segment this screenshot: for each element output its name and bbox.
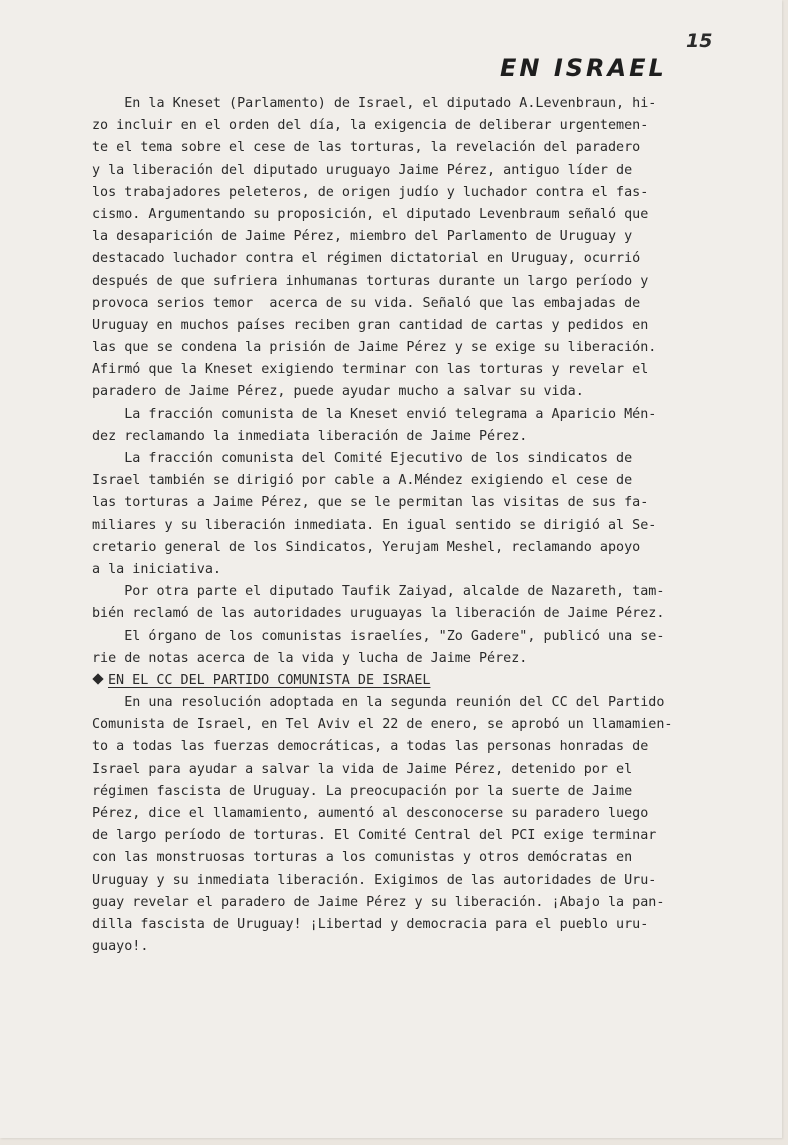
text-line: dilla fascista de Uruguay! ¡Libertad y democracia para el pueblo uru- [92,916,649,932]
text-line: bién reclamó de las autoridades uruguayas la liberación de Jaime Pérez. [92,606,665,622]
diamond-bullet-icon [92,674,103,685]
text-line: to a todas las fuerzas democráticas, a todas las personas honradas de [92,739,649,755]
section-paragraphs [92,692,712,958]
text-line: con las monstruosas torturas a los comunistas y otros demócratas en [92,850,633,866]
text-line: Israel para ayudar a salvar la vida de Jaime Pérez, detenido por el [92,761,633,777]
text-line: la desaparición de Jaime Pérez, miembro del Parlamento de Uruguay y [92,229,633,245]
text-line: régimen fascista de Uruguay. La preocupación por la suerte de Jaime [92,783,633,799]
text-line: paradero de Jaime Pérez, puede ayudar mucho a salvar su vida. [92,384,584,400]
text-line: las torturas a Jaime Pérez, que se le permitan las visitas de sus fa- [92,495,649,511]
text-line: a la iniciativa. [92,561,221,577]
text-line: destacado luchador contra el régimen dictatorial en Uruguay, ocurrió [92,251,641,267]
text-line: zo incluir en el orden del día, la exigencia de deliberar urgentemen- [92,118,649,134]
text-line: provoca serios temor acerca de su vida. Señaló que las embajadas de [92,295,641,311]
text-line: las que se condena la prisión de Jaime Pérez y se exige su liberación. [92,340,657,356]
section-heading: EN EL CC DEL PARTIDO COMUNISTA DE ISRAEL [108,672,431,688]
article-paragraphs [92,93,712,670]
text-line: Pérez, dice el llamamiento, aumentó al desconocerse su paradero luego [92,806,649,821]
text-line: Afirmó que la Kneset exigiendo terminar con las torturas y revelar el [92,362,649,378]
text-line: guay revelar el paradero de Jaime Pérez y su liberación. ¡Abajo la pan- [92,894,665,910]
text-line: cretario general de los Sindicatos, Yerujam Meshel, reclamando apoyo [92,539,641,555]
text-line: Israel también se dirigió por cable a A.Méndez exigiendo el cese de [92,473,633,489]
text-line: cismo. Argumentando su proposición, el diputado Levenbraum señaló que [92,206,649,222]
text-line: después de que sufriera inhumanas torturas durante un largo período y [92,273,649,289]
text-line: Por otra parte el diputado Taufik Zaiyad, alcalde de Nazareth, tam- [92,584,665,600]
article-body [92,93,712,958]
text-line: Uruguay y su inmediata liberación. Exigimos de las autoridades de Uru- [92,872,657,888]
text-line: miliares y su liberación inmediata. En igual sentido se dirigió al Se- [92,517,657,533]
text-line: y la liberación del diputado uruguayo Jaime Pérez, antiguo líder de [92,162,633,178]
text-line: te el tema sobre el cese de las torturas, la revelación del paradero [92,140,641,156]
text-line: de largo período de torturas. El Comité Central del PCI exige terminar [92,828,657,844]
page-number: 15 [686,30,713,52]
text-line: los trabajadores peleteros, de origen judío y luchador contra el fas- [92,184,649,200]
text-line: Comunista de Israel, en Tel Aviv el 22 de enero, se aprobó un llamamien- [92,717,673,733]
text-line: El órgano de los comunistas israelíes, "Zo Gadere", publicó una se- [92,628,665,644]
text-line: En una resolución adoptada en la segunda reunión del CC del Partido [92,695,665,711]
text-line: La fracción comunista del Comité Ejecutivo de los sindicatos de [92,451,633,466]
page-title: EN ISRAEL [500,54,667,82]
text-line: Uruguay en muchos países reciben gran cantidad de cartas y pedidos en [92,317,649,333]
text-line: La fracción comunista de la Kneset envió telegrama a Aparicio Mén- [92,406,657,422]
text-line: dez reclamando la inmediata liberación de Jaime Pérez. [92,428,528,444]
text-line: En la Kneset (Parlamento) de Israel, el diputado A.Levenbraun, hi- [92,96,657,111]
section-heading-line [92,670,712,692]
text-line: guayo!. [92,939,149,955]
text-line: rie de notas acerca de la vida y lucha de Jaime Pérez. [92,650,528,666]
